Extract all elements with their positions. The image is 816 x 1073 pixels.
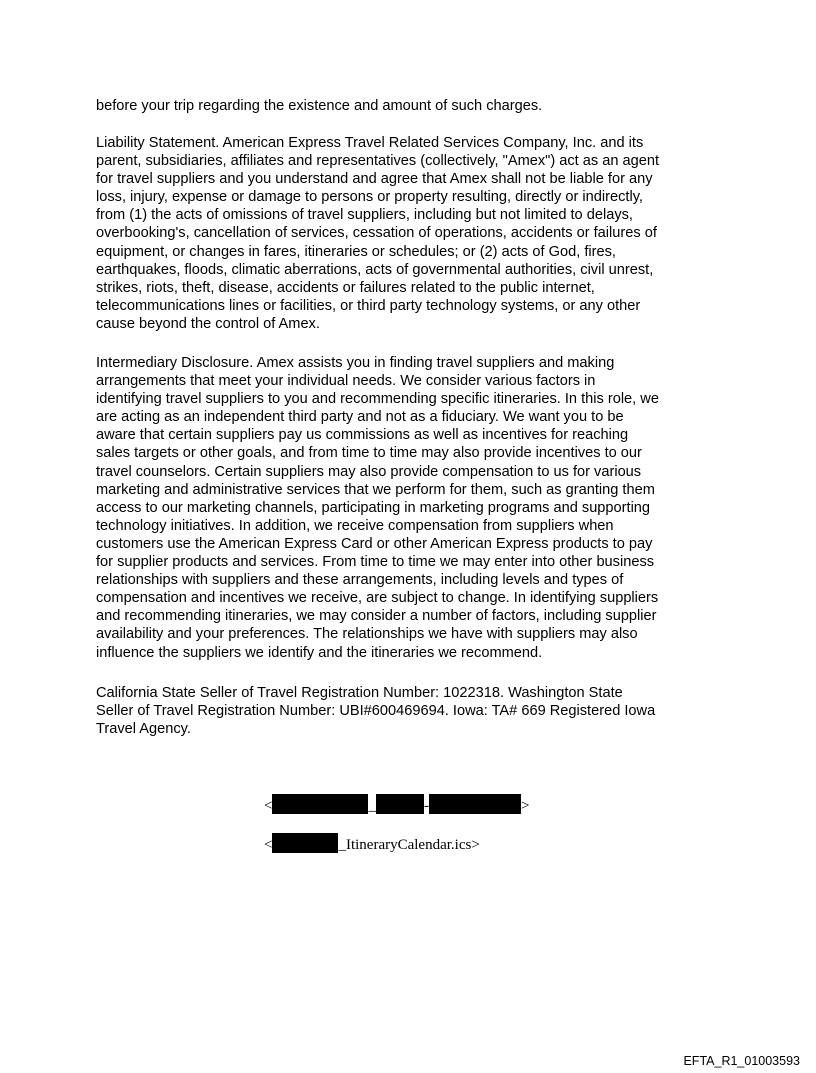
attachment-open-bracket: < <box>264 798 273 814</box>
intermediary-disclosure-paragraph <box>96 354 728 662</box>
text-line: parent, subsidiaries, affiliates and representatives (collectively, "Amex") act as an agent <box>96 153 660 170</box>
attachment-close-bracket: > <box>520 798 530 814</box>
document-id-footer: EFTA_R1_01003593 <box>683 1054 800 1068</box>
liability-statement-paragraph <box>96 134 728 333</box>
text-line: and recommending itineraries, we may consider a number of factors, including supplier <box>96 608 657 625</box>
text-line: are acting as an independent third party and not as a fiduciary. We want you to be <box>96 409 624 426</box>
text-line: Travel Agency. <box>96 721 191 738</box>
text-line: loss, injury, expense or damage to persons or property resulting, directly or indirectly, <box>96 189 643 206</box>
text-line: identifying travel suppliers to you and recommending specific itineraries. In this role, we <box>96 391 659 408</box>
text-line: marketing and administrative services that we perform for them, such as granting them <box>96 481 655 498</box>
attachment-separator: - <box>423 798 429 814</box>
text-line: from (1) the acts of omissions of travel suppliers, including but not limited to delays, <box>96 207 633 224</box>
text-line: overbooking's, cancellation of services, cessation of operations, accidents or failures of <box>96 225 657 242</box>
text-line: earthquakes, floods, climatic aberrations, acts of governmental authorities, civil unrest, <box>96 261 654 278</box>
text-line: customers use the American Express Card or other American Express products to pay <box>96 535 653 552</box>
text-line: arrangements that meet your individual needs. We consider various factors in <box>96 373 596 390</box>
text-line: cause beyond the control of Amex. <box>96 315 320 332</box>
text-line: telecommunications lines or facilities, or third party technology systems, or any other <box>96 297 641 314</box>
text-line: Liability Statement. American Express Travel Related Services Company, Inc. and its <box>96 135 644 151</box>
text-line: California State Seller of Travel Registration Number: 1022318. Washington State <box>96 685 623 701</box>
attachment-link-itinerary-calendar[interactable] <box>264 833 480 851</box>
registration-paragraph <box>96 684 728 738</box>
text-line: aware that certain suppliers pay us commissions as well as incentives for reaching <box>96 427 629 444</box>
text-line: before your trip regarding the existence and amount of such charges. <box>96 98 543 114</box>
text-line: influence the suppliers we identify and the itineraries we recommend. <box>96 644 543 661</box>
text-line: relationships with suppliers and these arrangements, including levels and types of <box>96 572 624 589</box>
redaction-bar <box>429 794 521 814</box>
text-line: strikes, riots, theft, disease, accidents or failures related to the public internet, <box>96 279 595 296</box>
attachment-open-bracket: < <box>264 837 273 853</box>
redaction-bar <box>272 833 338 853</box>
text-line: sales targets or other goals, and from time to time may also provide incentives to our <box>96 445 642 462</box>
text-line: for travel suppliers and you understand and agree that Amex shall not be liable for any <box>96 171 653 188</box>
text-line: for supplier products and services. From time to time we may enter into other business <box>96 554 655 571</box>
text-line: Intermediary Disclosure. Amex assists you in finding travel suppliers and making <box>96 355 615 371</box>
redaction-bar <box>272 794 368 814</box>
text-line: technology initiatives. In addition, we receive compensation from suppliers when <box>96 517 614 534</box>
redaction-bar <box>376 794 424 814</box>
intro-paragraph <box>96 97 728 115</box>
attachment-filename: _ItineraryCalendar.ics> <box>338 837 480 853</box>
text-line: access to our marketing channels, participating in marketing programs and supporting <box>96 499 651 516</box>
attachment-link-redacted[interactable] <box>264 794 529 812</box>
text-line: compensation and incentives we receive, are subject to change. In identifying suppliers <box>96 590 659 607</box>
text-line: travel counselors. Certain suppliers may also provide compensation to us for various <box>96 463 642 480</box>
text-line: Seller of Travel Registration Number: UBI#600469694. Iowa: TA# 669 Registered Iowa <box>96 703 656 720</box>
text-line: availability and your preferences. The relationships we have with suppliers may also <box>96 626 638 643</box>
attachment-separator: _ <box>368 798 376 814</box>
text-line: equipment, or changes in fares, itineraries or schedules; or (2) acts of God, fires, <box>96 243 616 260</box>
